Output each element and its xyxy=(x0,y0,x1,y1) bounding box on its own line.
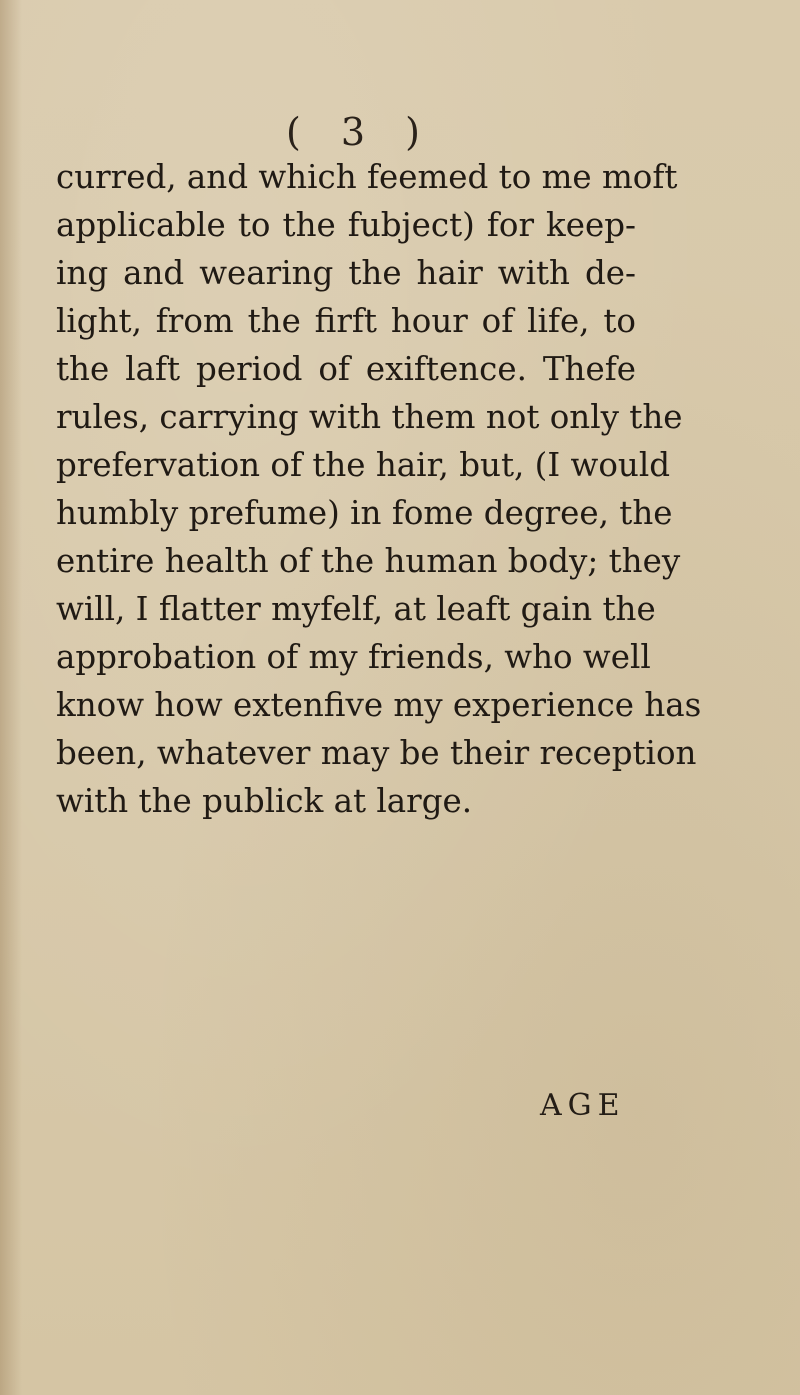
text-line: humbly prefume) in fome degree, the xyxy=(56,494,673,532)
text-line: curred, and which feemed to me moft xyxy=(56,158,678,196)
text-line: know how extenfive my experience has xyxy=(56,686,702,724)
catchword: AGE xyxy=(540,1088,626,1123)
page-edge-shadow xyxy=(0,0,22,1395)
text-line: prefervation of the hair, but, (I would xyxy=(56,446,671,484)
page-number: ( 3 ) xyxy=(286,110,434,154)
text-line: with the publick at large. xyxy=(56,782,473,820)
text-line: entire health of the human body; they xyxy=(56,542,681,580)
text-line: light, from the firft hour of life, to xyxy=(56,302,636,340)
body-text xyxy=(56,153,702,825)
text-line: been, whatever may be their reception xyxy=(56,734,697,772)
text-line: applicable to the fubject) for keep- xyxy=(56,206,636,244)
text-line: the laft period of exiftence. Thefe xyxy=(56,350,636,388)
text-line: rules, carrying with them not only the xyxy=(56,398,683,436)
text-line: will, I flatter myfelf, at leaft gain the xyxy=(56,590,656,628)
text-line: ing and wearing the hair with de- xyxy=(56,254,636,292)
text-line: approbation of my friends, who well xyxy=(56,638,651,676)
